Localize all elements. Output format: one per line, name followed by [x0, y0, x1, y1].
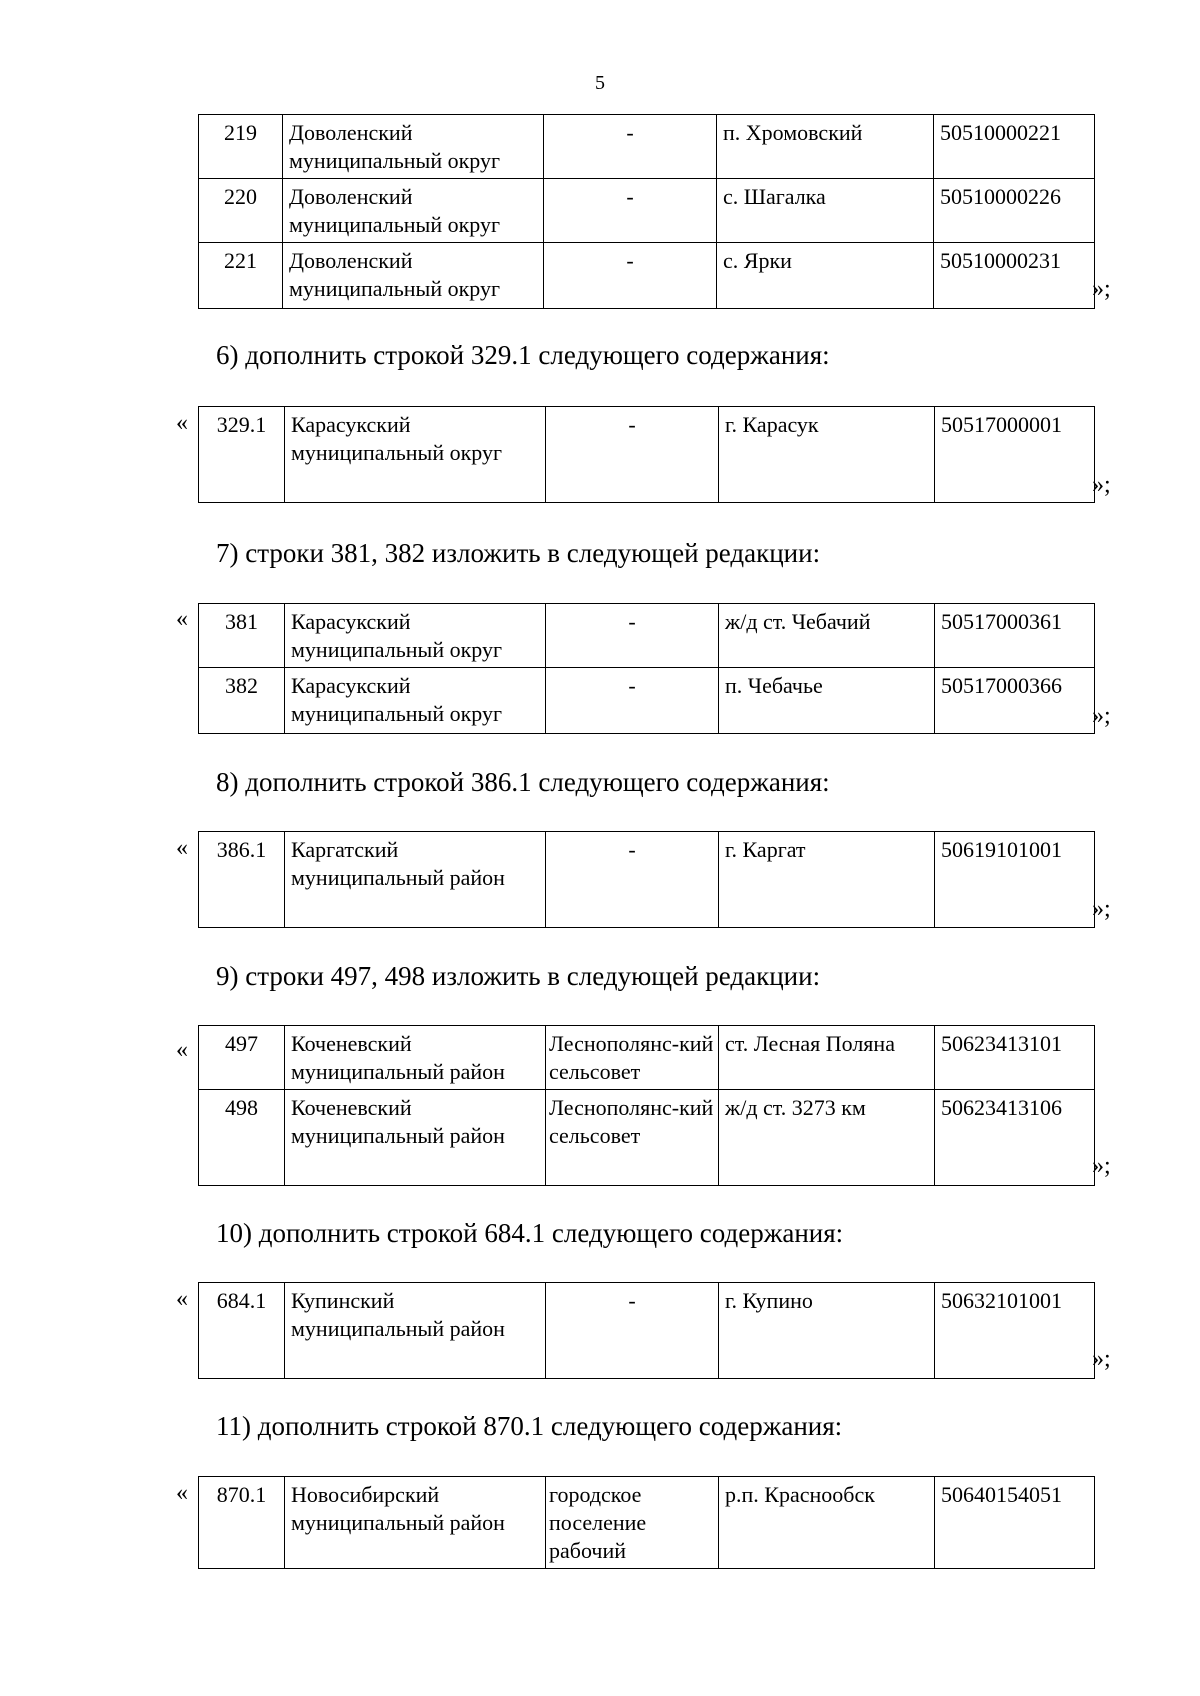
- place-cell: р.п. Краснообск: [719, 1477, 935, 1569]
- table-section-6: [198, 406, 1095, 503]
- row-number: 219: [199, 115, 283, 179]
- row-number: 498: [199, 1090, 285, 1186]
- table-row: [199, 1026, 1095, 1090]
- table-row: [199, 1283, 1095, 1379]
- row-number: 220: [199, 179, 283, 243]
- settlement-cell: Леснополянс-кий сельсовет: [546, 1026, 719, 1090]
- district-cell: Купинский муниципальный район: [285, 1283, 546, 1379]
- district-cell: Коченевский муниципальный район: [285, 1090, 546, 1186]
- opening-quote: «: [176, 835, 188, 861]
- code-cell: 50510000226: [934, 179, 1095, 243]
- settlement-cell: Леснополянс-кий сельсовет: [546, 1090, 719, 1186]
- settlement-cell: -: [544, 179, 717, 243]
- table-row: [199, 115, 1095, 179]
- place-cell: п. Чебачье: [719, 668, 935, 734]
- page-number: 5: [595, 72, 605, 94]
- code-cell: 50623413101: [935, 1026, 1095, 1090]
- section-heading: 9) строки 497, 498 изложить в следующей редакции:: [216, 961, 821, 991]
- district-cell: Коченевский муниципальный район: [285, 1026, 546, 1090]
- district-cell: Карасукский муниципальный округ: [285, 604, 546, 668]
- place-cell: с. Шагалка: [717, 179, 934, 243]
- settlement-cell: -: [546, 604, 719, 668]
- table-row: [199, 407, 1095, 503]
- opening-quote: «: [176, 410, 188, 436]
- table-row: [199, 243, 1095, 309]
- opening-quote: «: [176, 606, 188, 632]
- place-cell: ст. Лесная Поляна: [719, 1026, 935, 1090]
- district-cell: Доволенский муниципальный округ: [283, 115, 544, 179]
- closing-quote: »;: [1092, 276, 1111, 302]
- row-number: 870.1: [199, 1477, 285, 1569]
- table-section-10: [198, 1282, 1095, 1379]
- table-section-7: [198, 603, 1095, 734]
- place-cell: г. Каргат: [719, 832, 935, 928]
- code-cell: 50510000231: [934, 243, 1095, 309]
- row-number: 382: [199, 668, 285, 734]
- row-number: 221: [199, 243, 283, 309]
- closing-quote: »;: [1092, 1153, 1111, 1179]
- district-cell: Каргатский муниципальный район: [285, 832, 546, 928]
- closing-quote: »;: [1092, 1346, 1111, 1372]
- code-cell: 50517000361: [935, 604, 1095, 668]
- code-cell: 50517000001: [935, 407, 1095, 503]
- opening-quote: «: [176, 1286, 188, 1312]
- table-row: [199, 179, 1095, 243]
- closing-quote: »;: [1092, 472, 1111, 498]
- settlement-cell: -: [546, 668, 719, 734]
- closing-quote: »;: [1092, 896, 1111, 922]
- row-number: 497: [199, 1026, 285, 1090]
- closing-quote: »;: [1092, 703, 1111, 729]
- table-row: [199, 832, 1095, 928]
- place-cell: п. Хромовский: [717, 115, 934, 179]
- row-number: 684.1: [199, 1283, 285, 1379]
- settlement-cell: городское поселение рабочий: [546, 1477, 719, 1569]
- place-cell: ж/д ст. Чебачий: [719, 604, 935, 668]
- code-cell: 50632101001: [935, 1283, 1095, 1379]
- table-section-8: [198, 831, 1095, 928]
- row-number: 329.1: [199, 407, 285, 503]
- code-cell: 50640154051: [935, 1477, 1095, 1569]
- place-cell: с. Ярки: [717, 243, 934, 309]
- district-cell: Карасукский муниципальный округ: [285, 668, 546, 734]
- place-cell: ж/д ст. 3273 км: [719, 1090, 935, 1186]
- district-cell: Доволенский муниципальный округ: [283, 243, 544, 309]
- place-cell: г. Купино: [719, 1283, 935, 1379]
- district-cell: Доволенский муниципальный округ: [283, 179, 544, 243]
- settlement-cell: -: [546, 1283, 719, 1379]
- section-heading: 8) дополнить строкой 386.1 следующего содержания:: [216, 767, 830, 797]
- code-cell: 50619101001: [935, 832, 1095, 928]
- row-number: 386.1: [199, 832, 285, 928]
- table-row: [199, 604, 1095, 668]
- district-cell: Новосибирский муниципальный район: [285, 1477, 546, 1569]
- code-cell: 50517000366: [935, 668, 1095, 734]
- settlement-cell: -: [546, 832, 719, 928]
- table-row: [199, 1090, 1095, 1186]
- table-section-9: [198, 1025, 1095, 1186]
- section-heading: 7) строки 381, 382 изложить в следующей редакции:: [216, 538, 821, 568]
- section-heading: 10) дополнить строкой 684.1 следующего содержания:: [216, 1218, 844, 1248]
- table-row: [199, 1477, 1095, 1569]
- section-heading: 11) дополнить строкой 870.1 следующего содержания:: [216, 1411, 843, 1441]
- place-cell: г. Карасук: [719, 407, 935, 503]
- code-cell: 50510000221: [934, 115, 1095, 179]
- settlement-cell: -: [544, 115, 717, 179]
- code-cell: 50623413106: [935, 1090, 1095, 1186]
- section-heading: 6) дополнить строкой 329.1 следующего содержания:: [216, 340, 830, 370]
- table-section-11: [198, 1476, 1095, 1569]
- row-number: 381: [199, 604, 285, 668]
- district-cell: Карасукский муниципальный округ: [285, 407, 546, 503]
- opening-quote: «: [176, 1480, 188, 1506]
- table-row: [199, 668, 1095, 734]
- opening-quote: «: [176, 1037, 188, 1063]
- settlement-cell: -: [546, 407, 719, 503]
- table-continuation: [198, 114, 1095, 309]
- settlement-cell: -: [544, 243, 717, 309]
